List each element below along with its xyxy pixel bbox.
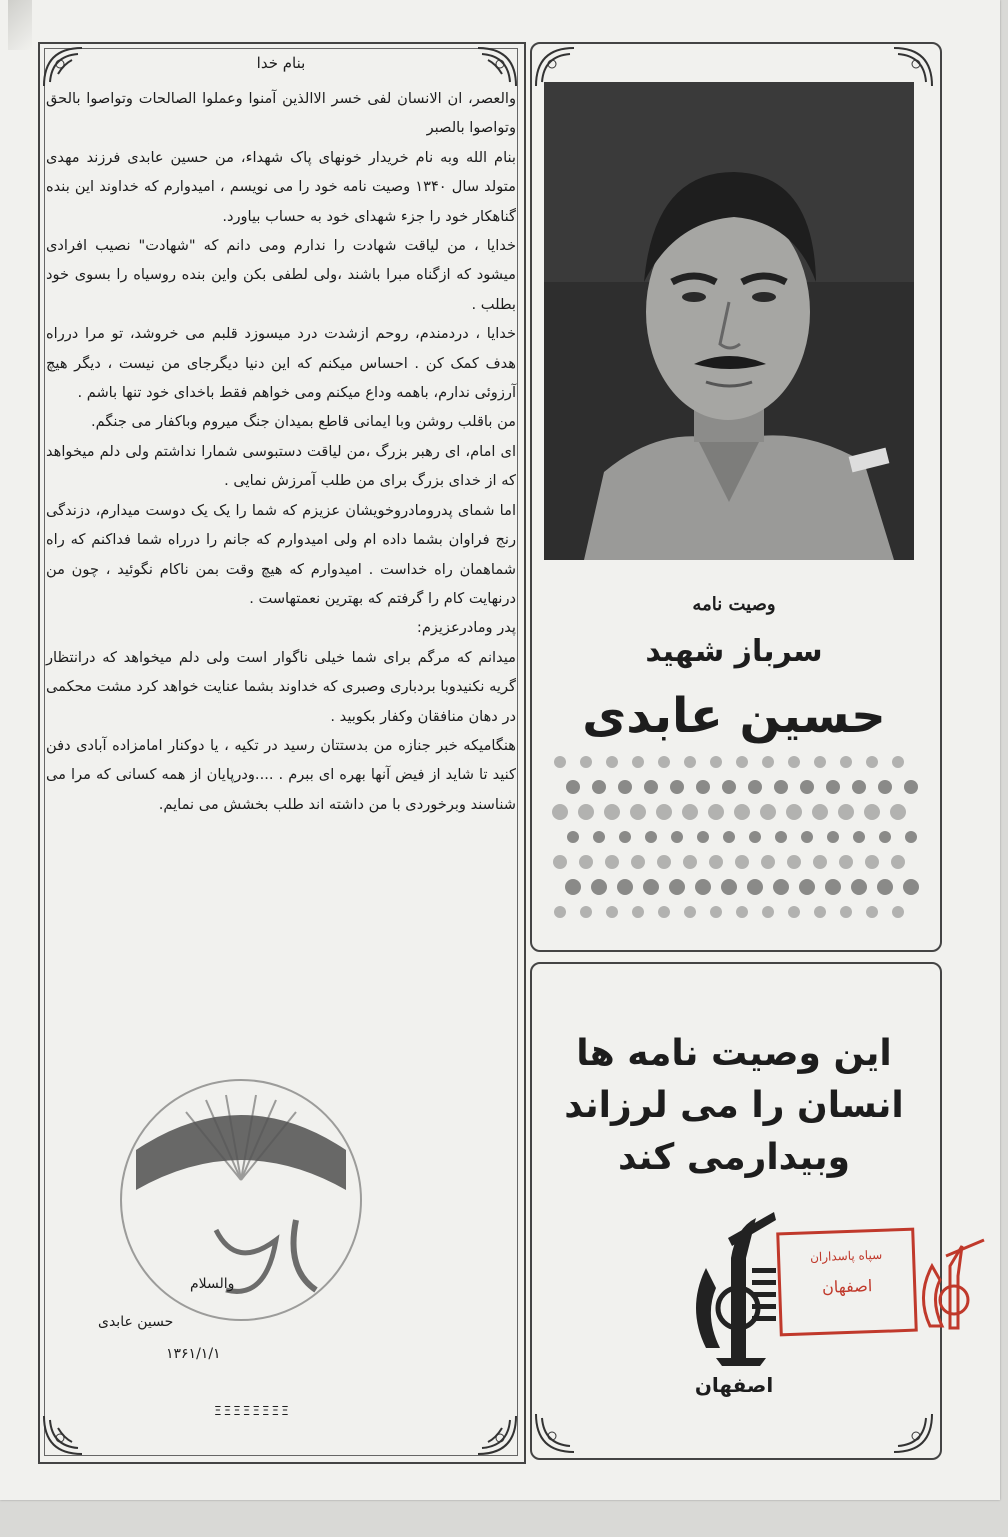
pattern-dot [579,855,593,869]
pattern-dot [656,804,672,820]
testament-paragraph: پدر ومادرعزیزم: [416,619,516,637]
pattern-dot [838,804,854,820]
pattern-dot [580,756,592,768]
pattern-dot [762,756,774,768]
pattern-dot [645,831,657,843]
slogan-line: انسان را می لرزاند [564,1085,904,1126]
red-emblem-icon [910,1236,990,1332]
pattern-dot [747,879,763,895]
pattern-dot [812,804,828,820]
testament-paragraph: بنام الله وبه نام خریدار خونهای پاک شهداء، من حسین عابدی فرزند مهدی متولد سال ۱۳۴۰ وصیت نامه خود را می نویسم ، امیدوارم که خداوند این بنده گناهکار خود را جزء شهدای خود به حساب بیاورد. [46,148,516,225]
pattern-dot [697,831,709,843]
pattern-dot [774,780,788,794]
pattern-dot [723,831,735,843]
pattern-dot [669,879,685,895]
pattern-dot [866,756,878,768]
pattern-dot [853,831,865,843]
pattern-dot [593,831,605,843]
pattern-dot [851,879,867,895]
testament-body [46,84,516,819]
pattern-dot [580,906,592,918]
pattern-dot [827,831,839,843]
pattern-dot [892,906,904,918]
pattern-dot [643,879,659,895]
pattern-dot [773,879,789,895]
pattern-dot [840,906,852,918]
soldier-portrait-photo [544,82,914,560]
pattern-dot [878,780,892,794]
pattern-dot [839,855,853,869]
pattern-dot [840,756,852,768]
pattern-dot [734,804,750,820]
pattern-dot [825,879,841,895]
red-ink-stamp [776,1228,918,1337]
faded-seal-stamp-icon [96,1040,386,1330]
testament-paragraph: خدایا ، من لیاقت شهادت را ندارم ومی دانم که "شهادت" نصیب افرادی میشود که ازگناه مبرا باشند ،ولی لطفی بکن واین بنده روسیاه را بسوی خود بطلب . [46,237,516,313]
pattern-dot [552,804,568,820]
slogan-line: وبیدارمی کند [617,1137,851,1178]
pattern-dot [903,879,919,895]
testament-paragraph: من باقلب روشن وبا ایمانی قاطع بمیدان جنگ میروم وباکفار می جنگم. [91,413,516,431]
slogan-line: این وصیت نامه ها [576,1033,892,1074]
pattern-dot [709,855,723,869]
pattern-dot [787,855,801,869]
pattern-dot [671,831,683,843]
testament-paragraph: خدایا ، دردمندم، روحم ازشدت درد میسوزد قلبم می خروشد، تو مرا درراه هدف کمک کن . احساس میکنم که این دنیا دیگرجای من نیست ، دیگر هیچ آرزوئی ندارم، باهمه وداع میکنم ومی خواهم فقط باخدای خود تنها باشم . [46,325,516,402]
pattern-dot [567,831,579,843]
signature-date: ۱۳۶۱/۱/۱ [166,1346,221,1362]
pattern-dot [775,831,787,843]
pattern-dot [606,906,618,918]
pattern-dot [864,804,880,820]
pattern-dot [813,855,827,869]
pattern-dot [683,855,697,869]
pattern-dot [722,780,736,794]
pattern-dot [749,831,761,843]
pattern-dot [618,780,632,794]
pattern-dot [684,906,696,918]
pattern-dot [682,804,698,820]
martyr-subtitle: سرباز شهید [645,634,823,669]
stamp-line: اصفهان [821,1276,873,1297]
pattern-dot [578,804,594,820]
slogan-panel [536,968,932,1448]
pattern-dot [684,756,696,768]
pattern-dot [852,780,866,794]
pattern-dot [891,855,905,869]
pattern-dot [788,906,800,918]
testament-caption: وصیت نامه [692,594,776,615]
testament-heading: بنام خدا [256,54,306,72]
pattern-dot [788,756,800,768]
pattern-dot [708,804,724,820]
pattern-dot [632,906,644,918]
testament-paragraph: اما شمای پدرومادروخویشان عزیزم که شما را یک یک دوست میدارم، دزندگی رنج فراوان بشما داده ام ولی امیدوارم که جانم را درراه شما فداکنم که راه شماهمان راه خداست . امیدوارم که هیچ وقت بمن ناکام نگوئید ، چون من درنهایت کام را گرفتم که بهترین نعمتهاست . [46,501,516,607]
pattern-dot [658,906,670,918]
pattern-dot [591,879,607,895]
pattern-dot [736,906,748,918]
pattern-dot [710,756,722,768]
pattern-dot [631,855,645,869]
pattern-dot [736,756,748,768]
pattern-dot [566,780,580,794]
testament-paragraph: والعصر، ان الانسان لفی خسر الاالذین آمنوا وعملوا الصالحات وتواصوا بالحق وتواصوا بالصبر [46,90,516,137]
pattern-dot [866,906,878,918]
pattern-dot [605,855,619,869]
pattern-dot [814,756,826,768]
pattern-dot [695,879,711,895]
pattern-dot [617,879,633,895]
pattern-dot [905,831,917,843]
folded-corner [8,0,32,50]
pattern-dot [735,855,749,869]
signature-name: حسین عابدی [98,1314,174,1330]
dot-pattern-decoration-icon [546,750,922,930]
pattern-dot [657,855,671,869]
pattern-dot [761,855,775,869]
pattern-dot [814,906,826,918]
pattern-dot [606,756,618,768]
pattern-dot [760,804,776,820]
pattern-dot [801,831,813,843]
pattern-dot [619,831,631,843]
martyr-name: حسین عابدی [582,688,886,744]
pattern-dot [890,804,906,820]
pattern-dot [748,780,762,794]
pattern-dot [800,780,814,794]
pattern-dot [786,804,802,820]
pattern-dot [904,780,918,794]
pattern-dot [865,855,879,869]
pattern-dot [696,780,710,794]
portrait-panel [536,48,932,942]
stamp-line: سپاه پاسداران [809,1247,883,1265]
pattern-dot [799,879,815,895]
pattern-dot [604,804,620,820]
pattern-dot [710,906,722,918]
testament-paragraph: هنگامیکه خبر جنازه من بدستتان رسید در تکیه ، یا دوکنار امامزاده آبادی دفن کنید تا شاید از فیض آنها بهره ای ببرم . ....ودرپایان از همه کسانی که مرا می شناسند وبرخوردی با من داشته اند طلب بخشش می نمایم. [46,736,516,813]
pattern-dot [879,831,891,843]
pattern-dot [762,906,774,918]
pattern-dot [877,879,893,895]
pattern-dot [630,804,646,820]
testament-paragraph: ای امام، ای رهبر بزرگ ،من لیاقت دستبوسی شمارا نداشتم ولی دلم میخواهد که از خدای بزرگ برای من طلب آمرزش نمایی . [46,442,516,490]
city-label: اصفهان [694,1373,774,1397]
pattern-dot [892,756,904,768]
pattern-dot [670,780,684,794]
slogan-text [536,1028,932,1184]
pattern-dot [644,780,658,794]
pattern-dot [658,756,670,768]
signature-closing: والسلام [190,1276,235,1292]
pattern-dot [554,756,566,768]
pattern-dot [826,780,840,794]
pattern-dot [565,879,581,895]
pattern-dot [592,780,606,794]
pattern-dot [553,855,567,869]
ornament-dots: ΞΞΞΞΞΞΞΞ [214,1404,291,1418]
pattern-dot [632,756,644,768]
pattern-dot [721,879,737,895]
testament-paragraph: میدانم که مرگم برای شما خیلی ناگوار است ولی دلم میخواهد که درانتظار گریه نکنیدوبا بردباری وصبری که خداوند بشما عنایت خواهد کرد مشت محکمی در دهان منافقان وکفار بکوبید . [46,648,516,725]
pattern-dot [554,906,566,918]
